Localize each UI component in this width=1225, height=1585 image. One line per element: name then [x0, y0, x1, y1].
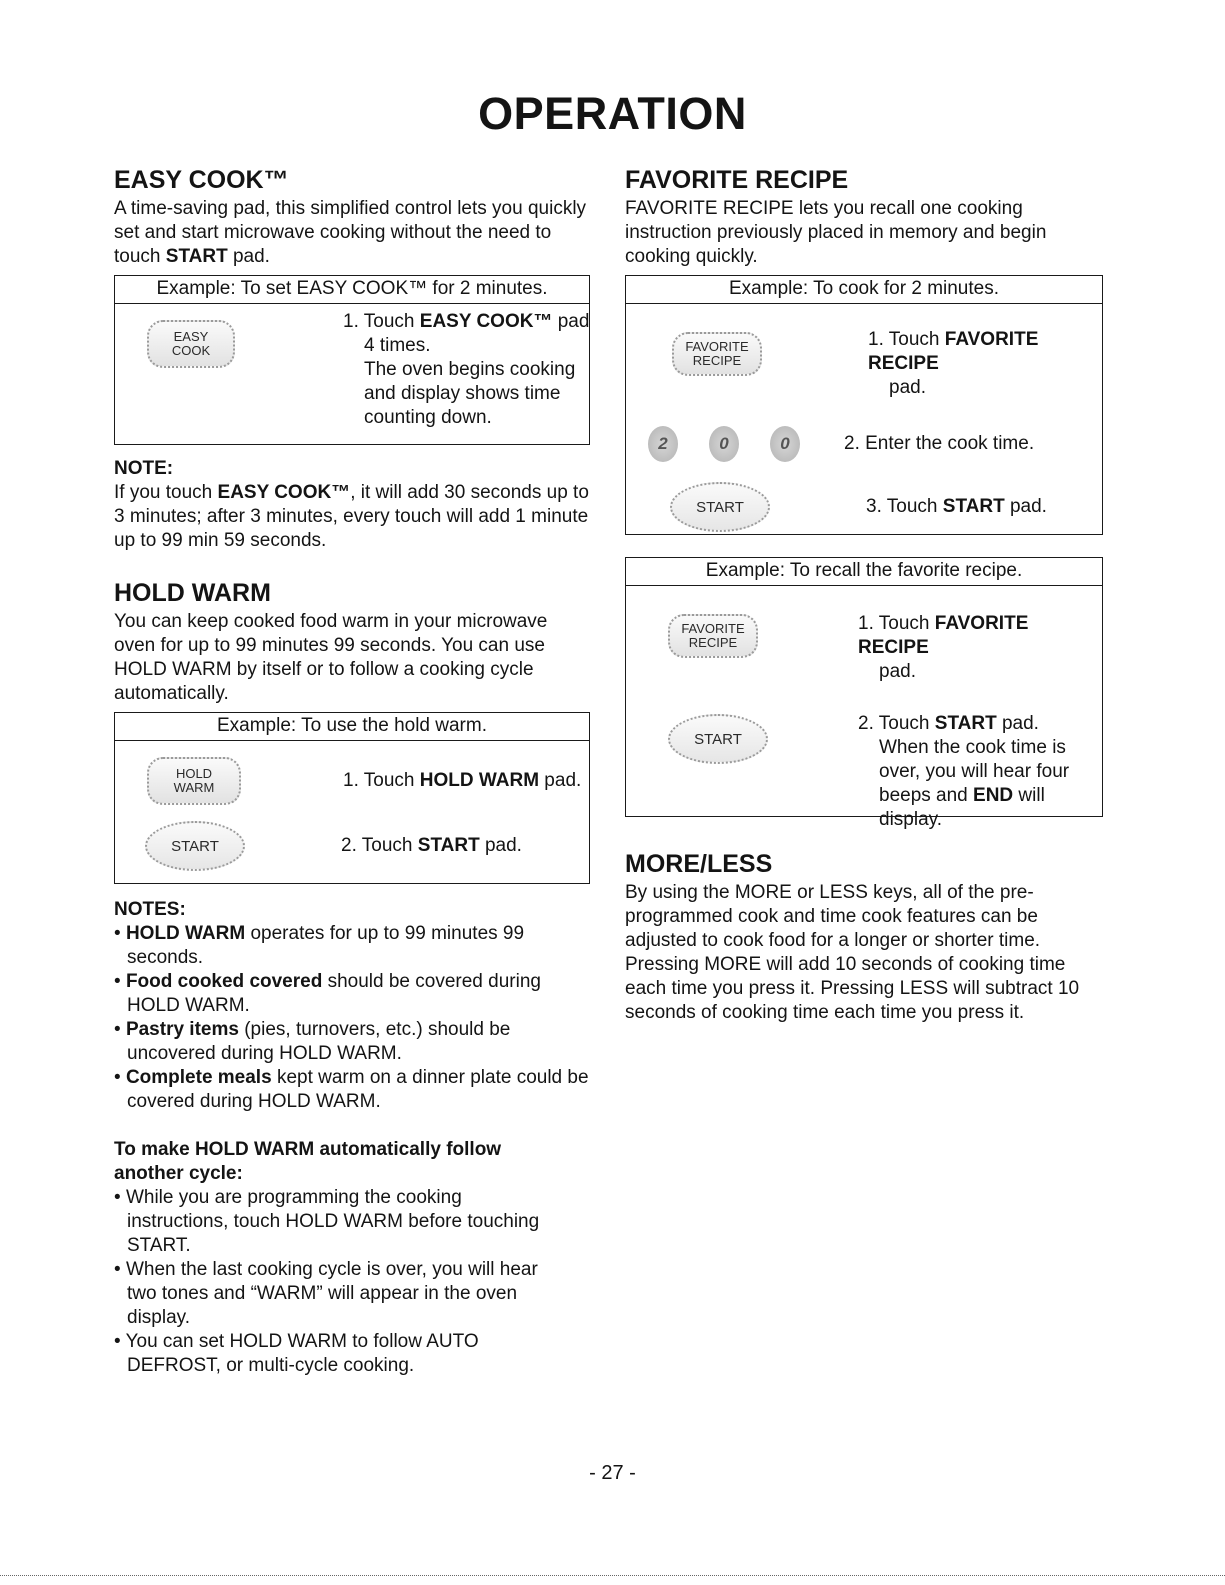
start-button-icon[interactable]: START — [668, 714, 768, 764]
easy-cook-example-box — [114, 275, 590, 445]
fr-ex1-step-1-text: 1. Touch FAVORITE RECIPE pad. — [868, 329, 1039, 398]
hold-warm-auto-list — [114, 1186, 564, 1378]
hold-warm-heading: HOLD WARM — [114, 579, 271, 607]
more-less-section — [625, 849, 1103, 1025]
favorite-recipe-section — [625, 165, 1103, 830]
easy-cook-example-title: Example: To set EASY COOK™ for 2 minutes. — [115, 276, 589, 304]
hold-warm-intro: You can keep cooked food warm in your microwave oven for up to 99 minutes 99 seconds. You can use HOLD WARM by itself or to follow a cooking cycle automatically. — [114, 611, 548, 704]
easy-cook-heading: EASY COOK™ — [114, 166, 289, 194]
easy-cook-note-heading: NOTE: — [114, 458, 174, 479]
hold-warm-example-title: Example: To use the hold warm. — [115, 713, 589, 741]
hold-warm-auto — [114, 1138, 590, 1378]
hold-warm-note-item: • Complete meals kept warm on a dinner plate could be covered during HOLD WARM. — [114, 1066, 590, 1114]
page-bottom-rule — [0, 1575, 1225, 1576]
easy-cook-intro: A time-saving pad, this simplified control lets you quickly set and start microwave cooking without the need to touch START pad. — [114, 198, 587, 267]
more-less-heading: MORE/LESS — [625, 850, 773, 878]
favorite-recipe-example-2-title: Example: To recall the favorite recipe. — [626, 558, 1102, 586]
hold-warm-note-item: • Food cooked covered should be covered during HOLD WARM. — [114, 970, 590, 1018]
left-column — [114, 165, 590, 1378]
start-button-icon[interactable]: START — [145, 821, 245, 871]
fr-ex1-step-3 — [626, 462, 1102, 532]
hold-warm-auto-item: • You can set HOLD WARM to follow AUTO DEFROST, or multi-cycle cooking. — [114, 1330, 564, 1378]
hold-warm-notes-list — [114, 922, 590, 1114]
easy-cook-section — [114, 165, 590, 553]
fr-ex1-step-2-text: 2. Enter the cook time. — [844, 433, 1035, 454]
favorite-recipe-heading: FAVORITE RECIPE — [625, 166, 849, 194]
hold-warm-pad-icon[interactable]: HOLD WARM — [147, 757, 241, 805]
digit-0-key-icon[interactable]: 0 — [709, 426, 739, 462]
favorite-recipe-example-1-title: Example: To cook for 2 minutes. — [626, 276, 1102, 304]
hold-warm-notes-heading: NOTES: — [114, 899, 186, 920]
fr-ex1-step-2 — [626, 400, 1102, 462]
fr-ex1-step-1 — [626, 304, 1102, 400]
page-title: OPERATION — [478, 88, 747, 139]
hold-warm-note-item: • Pastry items (pies, turnovers, etc.) should be uncovered during HOLD WARM. — [114, 1018, 590, 1066]
hold-warm-auto-heading: To make HOLD WARM automatically follow another cycle: — [114, 1139, 502, 1184]
start-button-icon[interactable]: START — [670, 482, 770, 532]
fr-ex2-step-2-text: 2. Touch START pad. When the cook time is over, you will hear four beeps and END will display. — [858, 713, 1070, 830]
digit-keys — [626, 426, 844, 462]
favorite-recipe-pad-icon[interactable]: FAVORITE RECIPE — [668, 614, 758, 658]
favorite-recipe-example-2 — [625, 557, 1103, 830]
easy-cook-note-text: If you touch EASY COOK™, it will add 30 seconds up to 3 minutes; after 3 minutes, every touch will add 1 minute up to 99 min 59 seconds. — [114, 482, 589, 551]
right-column — [625, 165, 1103, 1025]
fr-ex2-step-1 — [626, 586, 1102, 684]
page-number: - 27 - — [589, 1462, 636, 1484]
hold-warm-note-item: • HOLD WARM operates for up to 99 minutes 99 seconds. — [114, 922, 590, 970]
hold-warm-step-1-text: 1. Touch HOLD WARM pad. — [343, 770, 582, 791]
hold-warm-step-2-text: 2. Touch START pad. — [341, 835, 522, 856]
easy-cook-step — [115, 304, 589, 430]
favorite-recipe-pad-icon[interactable]: FAVORITE RECIPE — [672, 332, 762, 376]
easy-cook-step-text: 1. Touch EASY COOK™ pad 4 times. The oven begins cooking and display shows time counting down. — [343, 311, 590, 428]
digit-0-key-icon[interactable]: 0 — [770, 426, 800, 462]
digit-2-key-icon[interactable]: 2 — [648, 426, 678, 462]
hold-warm-step-2 — [115, 805, 589, 871]
hold-warm-auto-item: • When the last cooking cycle is over, you will hear two tones and “WARM” will appear in the oven display. — [114, 1258, 564, 1330]
hold-warm-step-1 — [115, 741, 589, 805]
hold-warm-section — [114, 578, 590, 1378]
fr-ex2-step-2 — [626, 684, 1102, 832]
more-less-body: By using the MORE or LESS keys, all of the pre-programmed cook and time cook features can be adjusted to cook food for a longer or shorter time. Pressing MORE will add 10 seconds of cooking time each time you press it. Pressing LESS will subtract 10 seconds of cooking time each time you press it. — [625, 882, 1080, 1023]
hold-warm-auto-item: • While you are programming the cooking instructions, touch HOLD WARM before touching START. — [114, 1186, 564, 1258]
easy-cook-pad-icon[interactable]: EASY COOK — [147, 320, 235, 368]
fr-ex2-step-1-text: 1. Touch FAVORITE RECIPE pad. — [858, 613, 1029, 682]
hold-warm-notes — [114, 898, 590, 1114]
favorite-recipe-intro: FAVORITE RECIPE lets you recall one cooking instruction previously placed in memory and begin cooking quickly. — [625, 198, 1047, 267]
easy-cook-note — [114, 457, 590, 553]
hold-warm-example-box — [114, 712, 590, 884]
favorite-recipe-example-1 — [625, 275, 1103, 535]
fr-ex1-step-3-text: 3. Touch START pad. — [866, 496, 1047, 517]
